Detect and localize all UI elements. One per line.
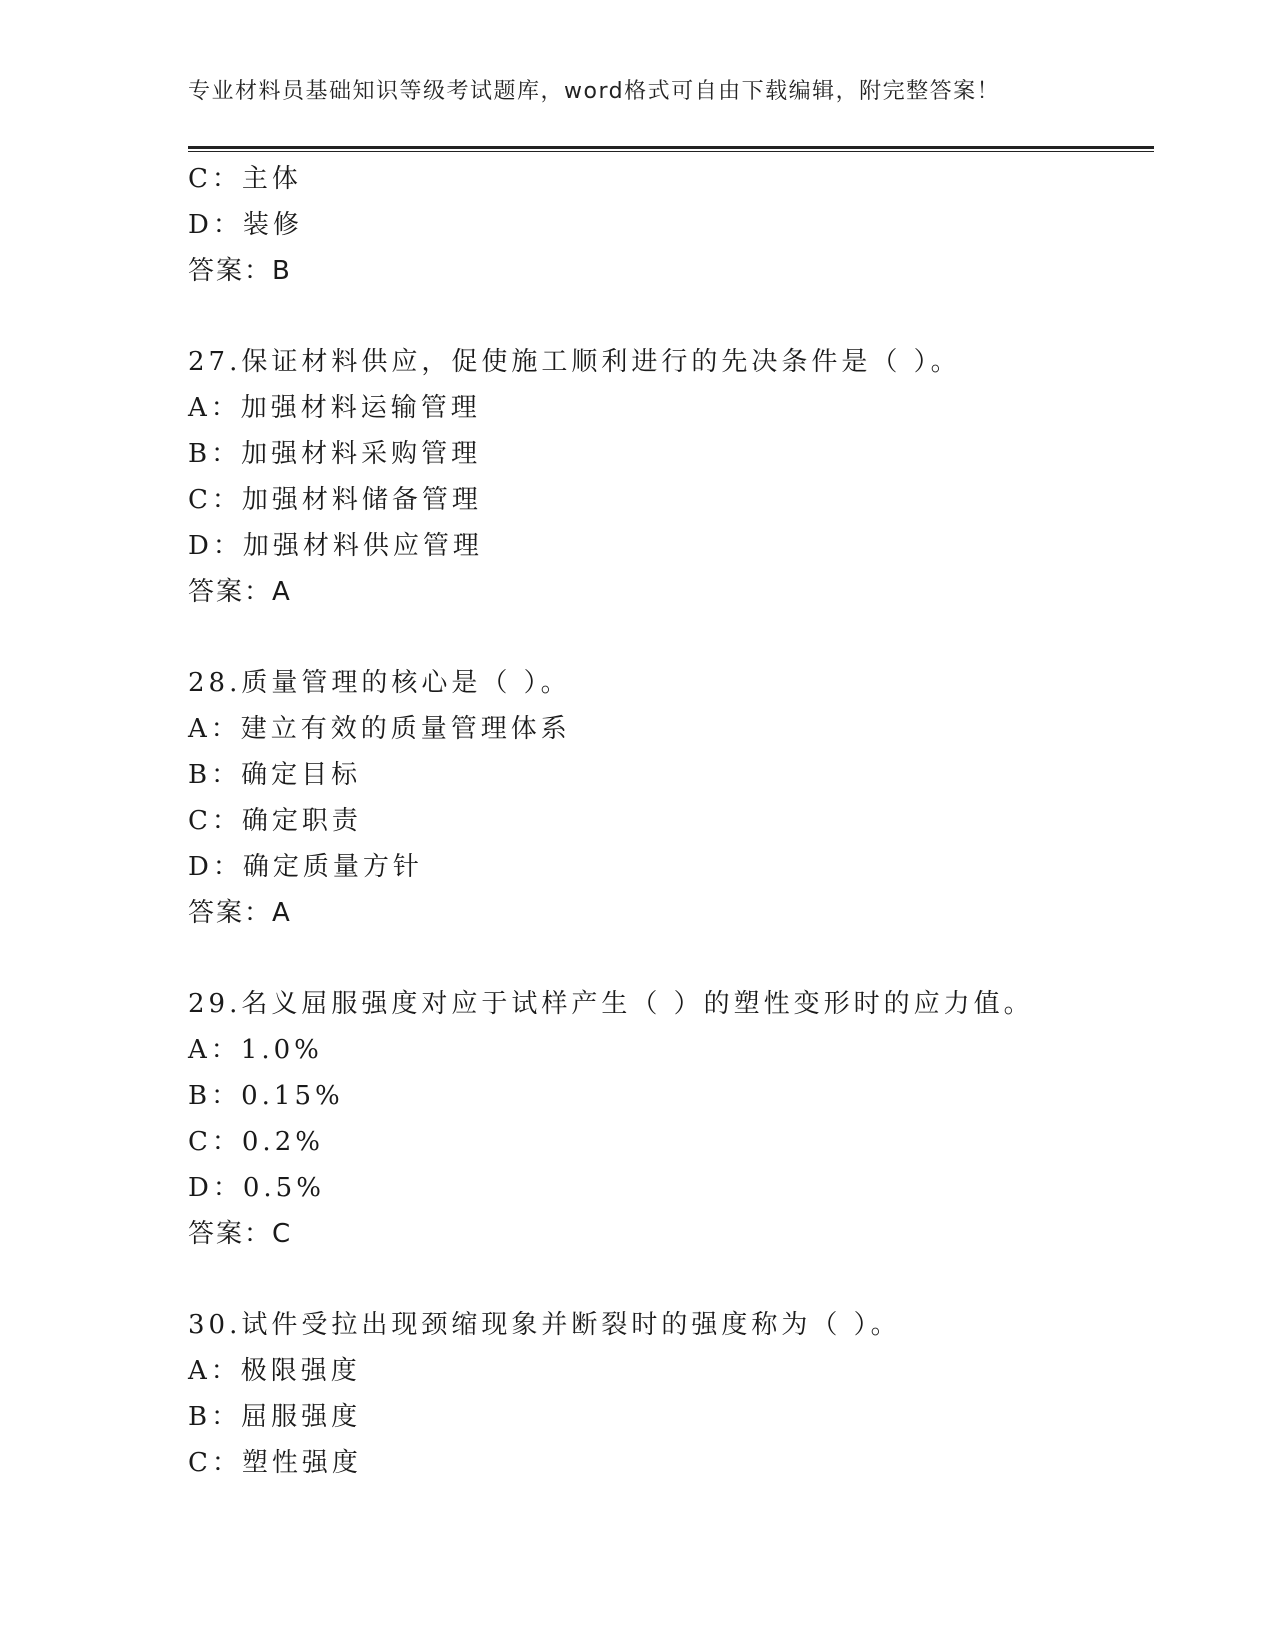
question-list xyxy=(188,156,1168,1486)
option-d: D：装修 xyxy=(188,210,303,240)
question-30 xyxy=(188,1302,1168,1486)
question-stem: 27.保证材料供应，促使施工顺利进行的先决条件是（ ）。 xyxy=(188,347,961,377)
option-a: A：建立有效的质量管理体系 xyxy=(188,714,571,744)
answer: 答案：A xyxy=(188,898,292,928)
answer: 答案：C xyxy=(188,1219,293,1249)
answer: 答案：B xyxy=(188,256,292,286)
option-c: C：确定职责 xyxy=(188,806,362,836)
option-a: A：加强材料运输管理 xyxy=(188,393,481,423)
question-28 xyxy=(188,660,1168,936)
question-27 xyxy=(188,339,1168,615)
question-29 xyxy=(188,981,1168,1257)
question-stem: 30.试件受拉出现颈缩现象并断裂时的强度称为（ ）。 xyxy=(188,1310,901,1340)
option-b: B：加强材料采购管理 xyxy=(188,439,482,469)
answer: 答案：A xyxy=(188,577,292,607)
option-c: C：主体 xyxy=(188,164,302,194)
page-header: 专业材料员基础知识等级考试题库，word格式可自由下载编辑，附完整答案！ xyxy=(188,79,1001,104)
option-a: A：1.0% xyxy=(188,1035,323,1065)
option-c: C：加强材料储备管理 xyxy=(188,485,482,515)
option-c: C：塑性强度 xyxy=(188,1448,362,1478)
option-d: D：0.5% xyxy=(188,1173,325,1203)
header-rule-thick xyxy=(188,146,1154,149)
question-stem: 29.名义屈服强度对应于试样产生（ ）的塑性变形时的应力值。 xyxy=(188,989,1034,1019)
option-b: B：0.15% xyxy=(188,1081,344,1111)
option-c: C：0.2% xyxy=(188,1127,324,1157)
option-a: A：极限强度 xyxy=(188,1356,361,1386)
option-b: B：确定目标 xyxy=(188,760,362,790)
header-rule-thin xyxy=(188,151,1154,152)
option-b: B：屈服强度 xyxy=(188,1402,362,1432)
question-26-continued xyxy=(188,156,1168,294)
question-stem: 28.质量管理的核心是（ ）。 xyxy=(188,668,571,698)
option-d: D：确定质量方针 xyxy=(188,852,423,882)
option-d: D：加强材料供应管理 xyxy=(188,531,483,561)
